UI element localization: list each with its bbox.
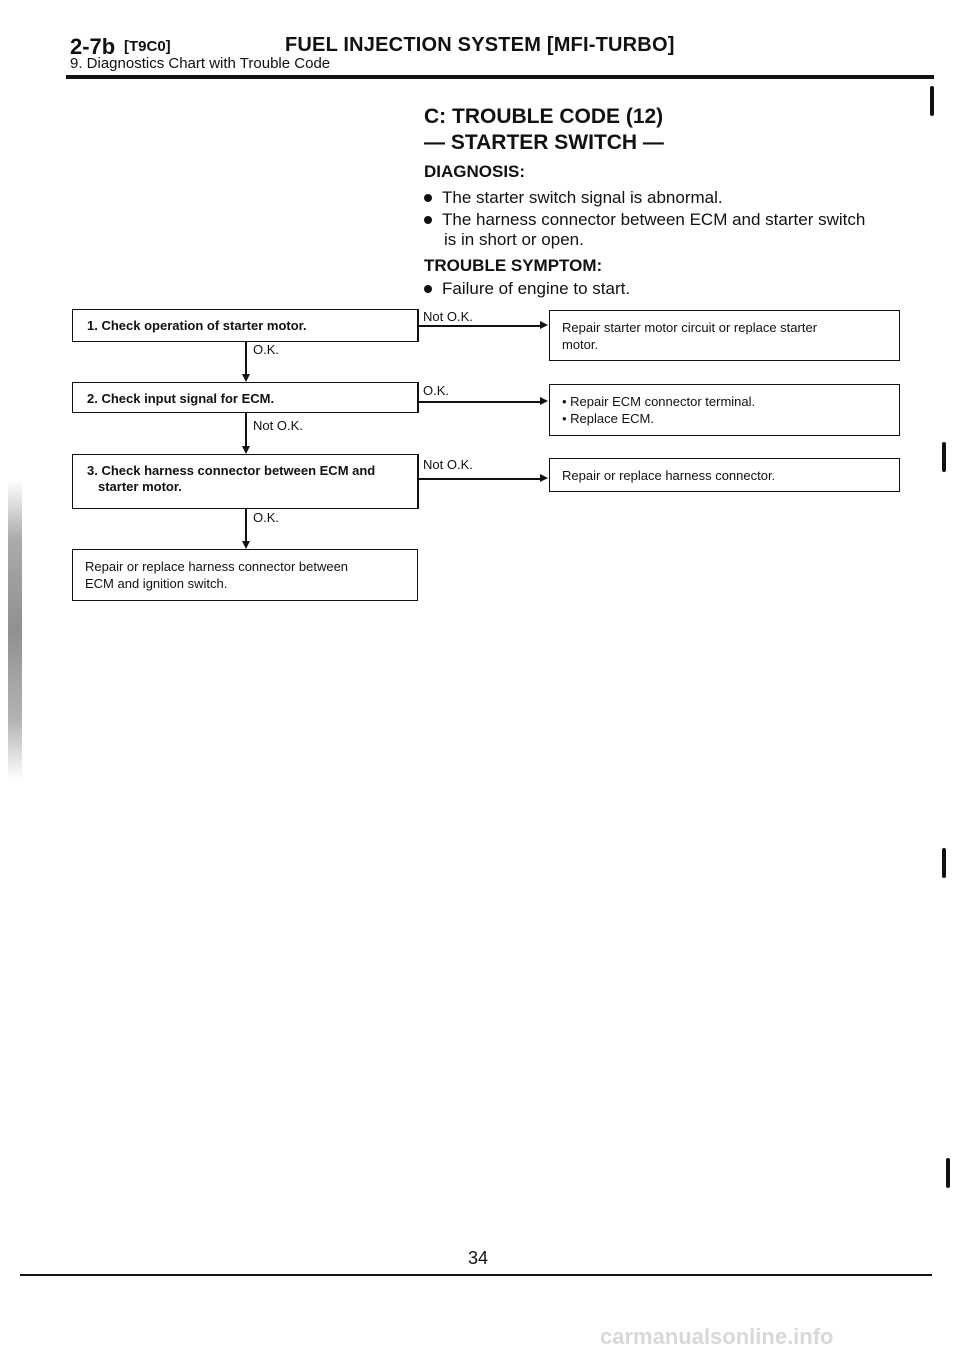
arrow-right-icon <box>540 474 548 482</box>
arrow-right-icon <box>540 397 548 405</box>
section-title-line2: — STARTER SWITCH — <box>424 131 664 154</box>
symptom-heading: TROUBLE SYMPTOM: <box>424 256 603 275</box>
step3-result-text: Repair or replace harness connector. <box>562 468 776 483</box>
step1-result-line1: Repair starter motor circuit or replace starter <box>562 320 818 335</box>
step1-title: 1. Check operation of starter motor. <box>87 318 307 333</box>
page-number: 34 <box>468 1248 489 1268</box>
symptom-item <box>424 279 914 299</box>
header-rule <box>66 75 934 79</box>
step1-down-line <box>245 342 247 376</box>
step2-right-line <box>418 401 542 403</box>
final-action-box <box>72 549 418 601</box>
step1-box <box>72 309 418 342</box>
diagnosis-item-text: The harness connector between ECM and starter switch <box>442 210 866 229</box>
step1-right-label: Not O.K. <box>423 309 473 324</box>
step2-result-line2: • Replace ECM. <box>562 411 654 426</box>
binding-mark <box>942 848 946 878</box>
final-action-line2: ECM and ignition switch. <box>85 576 228 591</box>
diagnosis-item <box>424 210 914 250</box>
step3-down-label: O.K. <box>253 510 280 525</box>
step2-result-line1: • Repair ECM connector terminal. <box>562 394 756 409</box>
symptom-item-text: Failure of engine to start. <box>442 279 631 298</box>
step2-down-label: Not O.K. <box>253 418 303 433</box>
bullet-icon <box>424 194 432 202</box>
section-code: 2-7b <box>70 34 116 59</box>
step2-right-label: O.K. <box>423 383 450 398</box>
arrow-right-icon <box>540 321 548 329</box>
binding-mark <box>930 86 934 116</box>
step3-title-line1: 3. Check harness connector between ECM and <box>87 463 376 478</box>
step3-down-line <box>245 509 247 543</box>
step1-right-line <box>418 325 542 327</box>
final-action-line1: Repair or replace harness connector between <box>85 559 349 574</box>
step2-box <box>72 382 418 413</box>
step3-right-label: Not O.K. <box>423 457 473 472</box>
page-subtitle: 9. Diagnostics Chart with Trouble Code <box>70 55 331 72</box>
step3-box <box>72 454 418 509</box>
diagnosis-heading: DIAGNOSIS: <box>424 162 526 181</box>
step2-down-line <box>245 413 247 448</box>
step2-connector <box>417 382 419 413</box>
section-title-line1: C: TROUBLE CODE (12) <box>424 105 664 128</box>
step3-result-box <box>549 458 900 492</box>
diagnosis-item-text: The starter switch signal is abnormal. <box>442 188 723 207</box>
page-title: FUEL INJECTION SYSTEM [MFI-TURBO] <box>285 34 675 56</box>
section-tag: [T9C0] <box>124 38 171 55</box>
diagnosis-item <box>424 188 914 208</box>
section-title <box>424 104 664 156</box>
step3-title-line2: starter motor. <box>98 479 182 494</box>
diagnosis-item-text-cont: is in short or open. <box>444 230 584 249</box>
binding-mark <box>946 1158 950 1188</box>
step1-result-line2: motor. <box>562 337 599 352</box>
step2-result-box <box>549 384 900 436</box>
step2-title: 2. Check input signal for ECM. <box>87 391 275 406</box>
step1-result-box <box>549 310 900 361</box>
watermark: carmanualsonline.info <box>600 1324 834 1349</box>
scan-edge-shadow <box>8 480 22 780</box>
footer-rule <box>20 1274 932 1276</box>
bullet-icon <box>424 216 432 224</box>
bullet-icon <box>424 285 432 293</box>
arrow-down-icon <box>242 374 250 382</box>
step1-down-label: O.K. <box>253 342 280 357</box>
binding-mark <box>942 442 946 472</box>
step3-right-line <box>418 478 542 480</box>
arrow-down-icon <box>242 446 250 454</box>
step3-connector <box>417 454 419 509</box>
arrow-down-icon <box>242 541 250 549</box>
